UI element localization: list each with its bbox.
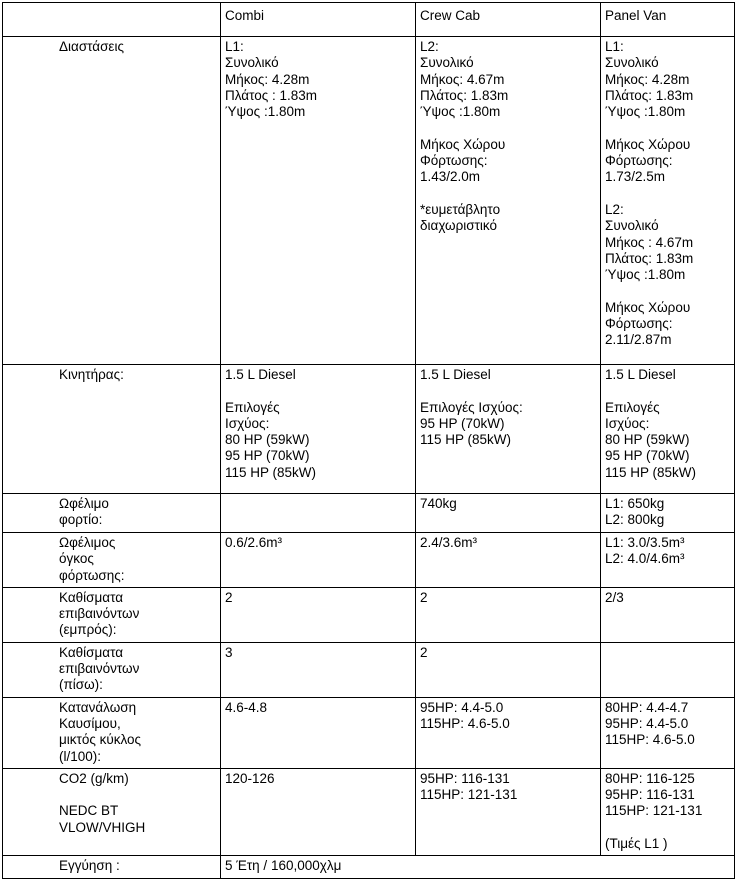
header-crew-cab: Crew Cab [416,3,601,37]
row-label: Καθίσματα επιβαινόντων (εμπρός): [3,587,221,642]
cell-crew-cab: 2 [416,642,601,697]
cell-panel-van: 2/3 [601,587,735,642]
header-panel-van: Panel Van [601,3,735,37]
warranty-value: 5 Έτη / 160,000χλμ [221,856,735,878]
spec-table [2,2,735,879]
header-combi: Combi [221,3,416,37]
header-empty-cell [3,3,221,37]
cell-panel-van: 80HP: 116-125 95HP: 116-131 115HP: 121-131 (Τιμές L1 ) [601,768,735,855]
cell-crew-cab: 95HP: 4.4-5.0 115HP: 4.6-5.0 [416,697,601,768]
row-engine [3,365,735,494]
row-label: Καθίσματα επιβαινόντων (πίσω): [3,642,221,697]
cell-crew-cab: 2.4/3.6m³ [416,533,601,588]
cell-crew-cab: 740kg [416,494,601,533]
row-co2 [3,768,735,855]
cell-combi: L1: Συνολικό Μήκος: 4.28m Πλάτος : 1.83m Ύψος :1.80m [221,37,416,365]
row-payload [3,494,735,533]
cell-combi: 2 [221,587,416,642]
cell-panel-van: 80HP: 4.4-4.7 95HP: 4.4-5.0 115HP: 4.6-5.0 [601,697,735,768]
cell-crew-cab: 2 [416,587,601,642]
row-label: Ωφέλιμο φορτίο: [3,494,221,533]
row-label: Κατανάλωση Καυσίμου, μικτός κύκλος (l/100): [3,697,221,768]
header-row [3,3,735,37]
cell-combi: 3 [221,642,416,697]
cell-panel-van [601,642,735,697]
cell-panel-van: L1: 3.0/3.5m³ L2: 4.0/4.6m³ [601,533,735,588]
row-label: Ωφέλιμος όγκος φόρτωσης: [3,533,221,588]
row-front-seats [3,587,735,642]
cell-combi [221,494,416,533]
cell-panel-van: L1: 650kg L2: 800kg [601,494,735,533]
cell-crew-cab: L2: Συνολικό Μήκος: 4.67m Πλάτος: 1.83m Ύψος :1.80m Μήκος Χώρου Φόρτωσης: 1.43/2.0m *ευμετάβλητο διαχωριστικό [416,37,601,365]
row-label: Κινητήρας: [3,365,221,494]
cell-combi: 0.6/2.6m³ [221,533,416,588]
row-warranty [3,856,735,878]
row-label: CO2 (g/km) NEDC BT VLOW/VHIGH [3,768,221,855]
row-fuel-consumption [3,697,735,768]
cell-combi: 4.6-4.8 [221,697,416,768]
row-label: Διαστάσεις [3,37,221,365]
cell-combi: 120-126 [221,768,416,855]
cell-panel-van: L1: Συνολικό Μήκος: 4.28m Πλάτος: 1.83m Ύψος :1.80m Μήκος Χώρου Φόρτωσης: 1.73/2.5m L2: Συνολικό Μήκος : 4.67m Πλάτος: 1.83m Ύψος :1.80m Μήκος Χώρου Φόρτωσης: 2.11/2.87m [601,37,735,365]
row-load-volume [3,533,735,588]
row-rear-seats [3,642,735,697]
row-label: Εγγύηση : [3,856,221,878]
cell-combi: 1.5 L Diesel Επιλογές Ισχύος: 80 HP (59kW) 95 HP (70kW) 115 HP (85kW) [221,365,416,494]
cell-panel-van: 1.5 L Diesel Επιλογές Ισχύος: 80 HP (59kW) 95 HP (70kW) 115 HP (85kW) [601,365,735,494]
cell-crew-cab: 95HP: 116-131 115HP: 121-131 [416,768,601,855]
row-dimensions [3,37,735,365]
cell-crew-cab: 1.5 L Diesel Επιλογές Ισχύος: 95 HP (70kW) 115 HP (85kW) [416,365,601,494]
